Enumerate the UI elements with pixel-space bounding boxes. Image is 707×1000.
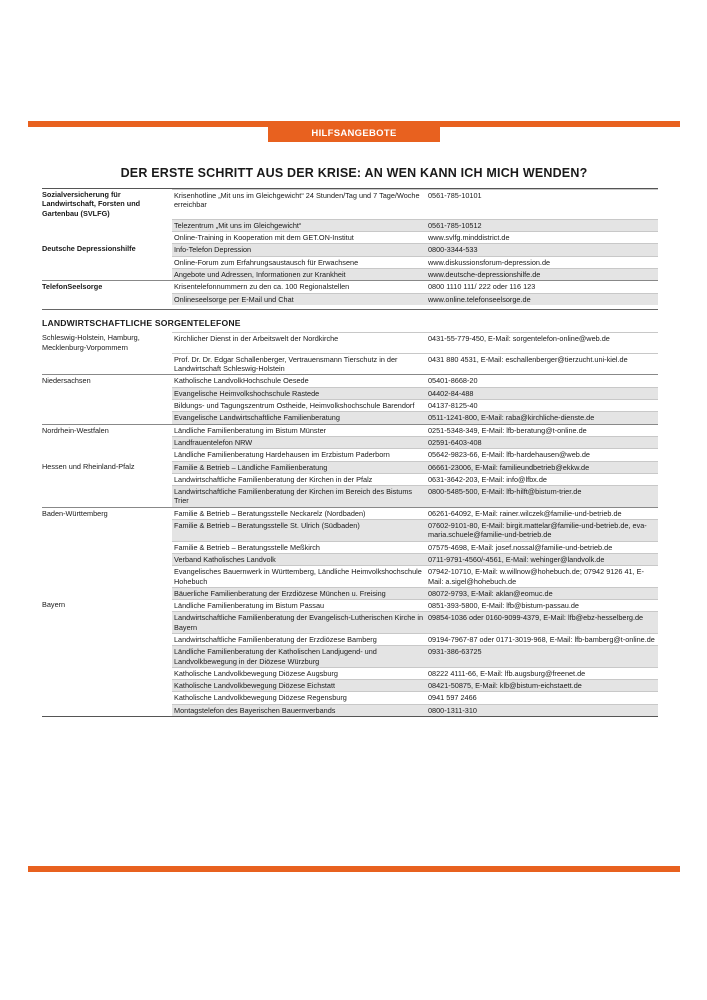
contact-cell: 0431-55-779-450, E-Mail: sorgentelefon-online@web.de bbox=[426, 332, 658, 353]
contact-cell: www.deutsche-depressionshilfe.de bbox=[426, 268, 658, 280]
offer-cell: Familie & Betrieb – Beratungsstelle Meßkirch bbox=[172, 541, 426, 553]
table-row bbox=[42, 448, 658, 460]
table-row bbox=[42, 611, 658, 633]
region-name bbox=[42, 611, 172, 633]
contact-cell: 05642-9823-66, E-Mail: lfb-hardehausen@web.de bbox=[426, 448, 658, 460]
section-title: LANDWIRTSCHAFTLICHE SORGENTELEFONE bbox=[42, 309, 658, 332]
organization-name: TelefonSeelsorge bbox=[42, 280, 172, 292]
contact-cell: 0631-3642-203, E-Mail: info@lfbx.de bbox=[426, 473, 658, 485]
regional-rows bbox=[42, 332, 658, 716]
region-name bbox=[42, 399, 172, 411]
contact-cell: 06261-64092, E-Mail: rainer.wilczek@familie-und-betrieb.de bbox=[426, 507, 658, 519]
contact-cell: 0800-3344-533 bbox=[426, 243, 658, 255]
table-row bbox=[42, 553, 658, 565]
region-name bbox=[42, 436, 172, 448]
table-row bbox=[42, 374, 658, 386]
region-name bbox=[42, 353, 172, 375]
region-name bbox=[42, 565, 172, 587]
offer-cell: Landwirtschaftliche Familienberatung der Kirchen in der Pfalz bbox=[172, 473, 426, 485]
general-rows bbox=[42, 189, 658, 305]
offer-cell: Evangelische Heimvolkshochschule Rastede bbox=[172, 387, 426, 399]
table-row bbox=[42, 387, 658, 399]
offer-cell: Ländliche Familienberatung im Bistum Passau bbox=[172, 599, 426, 611]
table-row bbox=[42, 565, 658, 587]
contact-cell: 0800 1110 111/ 222 oder 116 123 bbox=[426, 280, 658, 292]
bottom-orange-rule bbox=[28, 866, 680, 872]
offer-cell: Montagstelefon des Bayerischen Bauernverbands bbox=[172, 704, 426, 716]
offer-cell: Telezentrum „Mit uns im Gleichgewicht“ bbox=[172, 219, 426, 231]
region-name bbox=[42, 633, 172, 645]
region-name bbox=[42, 387, 172, 399]
offer-cell: Krisentelefonnummern zu den ca. 100 Regionalstellen bbox=[172, 280, 426, 292]
region-name bbox=[42, 448, 172, 460]
offer-cell: Landwirtschaftliche Familienberatung der Kirchen im Bereich des Bistums Trier bbox=[172, 485, 426, 507]
region-name bbox=[42, 411, 172, 423]
region-name: Schleswig-Holstein, Hamburg, Mecklenburg-Vorpommern bbox=[42, 333, 140, 352]
table-row bbox=[42, 461, 658, 473]
region-name: Niedersachsen bbox=[42, 374, 172, 386]
contact-cell: www.svlfg.minddistrict.de bbox=[426, 231, 658, 243]
table-row bbox=[42, 679, 658, 691]
offer-cell: Prof. Dr. Dr. Edgar Schallenberger, Vertrauensmann Tierschutz in der Landwirtschaft Schleswig-Holstein bbox=[172, 353, 426, 375]
region-name bbox=[42, 645, 172, 667]
contact-cell: 0251-5348-349, E-Mail: lfb-beratung@t-online.de bbox=[426, 424, 658, 436]
region-name bbox=[42, 553, 172, 565]
table-row bbox=[42, 219, 658, 231]
table-row bbox=[42, 485, 658, 507]
offer-cell: Verband Katholisches Landvolk bbox=[172, 553, 426, 565]
contact-cell: 0800-1311-310 bbox=[426, 704, 658, 716]
region-name bbox=[42, 691, 172, 703]
table-row bbox=[42, 189, 658, 219]
offer-cell: Katholische Landvolkbewegung Diözese Augsburg bbox=[172, 667, 426, 679]
table-row bbox=[42, 507, 658, 519]
contact-cell: 0851-393-5800, E-Mail: lfb@bistum-passau.de bbox=[426, 599, 658, 611]
table-row bbox=[42, 519, 658, 541]
page-title: DER ERSTE SCHRITT AUS DER KRISE: AN WEN KANN ICH MICH WENDEN? bbox=[120, 166, 588, 180]
section-banner: HILFSANGEBOTE bbox=[268, 126, 440, 142]
table-bottom-divider bbox=[42, 716, 658, 717]
region-name: Nordrhein-Westfalen bbox=[42, 424, 172, 436]
table-row bbox=[42, 399, 658, 411]
contact-cell: 08222 4111-66, E-Mail: lfb.augsburg@freenet.de bbox=[426, 667, 658, 679]
offer-cell: Katholische LandvolkHochschule Oesede bbox=[172, 374, 426, 386]
contact-cell: 07942-10710, E-Mail: w.willnow@hohebuch.de; 07942 9126 41, E-Mail: a.sigel@hohebuch.de bbox=[426, 565, 658, 587]
contact-cell: www.diskussionsforum-depression.de bbox=[426, 256, 658, 268]
table-row bbox=[42, 633, 658, 645]
contact-cell: 0431 880 4531, E-Mail: eschallenberger@tierzucht.uni-kiel.de bbox=[426, 353, 658, 375]
offer-cell: Bildungs- und Tagungszentrum Ostheide, Heimvolkshochschule Barendorf bbox=[172, 399, 426, 411]
offer-cell: Familie & Betrieb – Beratungsstelle Neckarelz (Nordbaden) bbox=[172, 507, 426, 519]
offer-cell: Onlineseelsorge per E-Mail und Chat bbox=[172, 293, 426, 305]
offer-cell: Landfrauentelefon NRW bbox=[172, 436, 426, 448]
contact-cell: 05401-8668-20 bbox=[426, 374, 658, 386]
organization-name: Sozialversicherung für Landwirtschaft, Forsten und Gartenbau (SVLFG) bbox=[42, 190, 141, 218]
contact-cell: 07575-4698, E-Mail: josef.nossal@familie-und-betrieb.de bbox=[426, 541, 658, 553]
region-name bbox=[42, 473, 172, 485]
contact-cell: 09194-7967-87 oder 0171-3019-968, E-Mail: lfb-bamberg@t-online.de bbox=[426, 633, 658, 645]
offer-cell: Ländliche Familienberatung der Katholischen Landjugend- und Landvolkbewegung in der Diözese Würzburg bbox=[172, 645, 426, 667]
offer-cell: Katholische Landvolkbewegung Diözese Regensburg bbox=[172, 691, 426, 703]
table-row bbox=[42, 645, 658, 667]
offer-cell: Online-Training in Kooperation mit dem GET.ON-Institut bbox=[172, 231, 426, 243]
region-name bbox=[42, 587, 172, 599]
table-row bbox=[42, 353, 658, 375]
contact-cell: 0561-785-10101 bbox=[426, 189, 658, 219]
table-row bbox=[42, 599, 658, 611]
organization-name bbox=[42, 293, 172, 305]
contact-cell: 0800-5485-500, E-Mail: lfb-hilft@bistum-trier.de bbox=[426, 485, 658, 507]
contact-cell: 09854-1036 oder 0160-9099-4379, E-Mail: lfb@ebz-hesselberg.de bbox=[426, 611, 658, 633]
contact-cell: 0941 597 2466 bbox=[426, 691, 658, 703]
contact-cell: www.online.telefonseelsorge.de bbox=[426, 293, 658, 305]
contact-cell: 07602-9101-80, E-Mail: birgit.mattelar@familie-und-betrieb.de, eva-maria.schuele@familie-und-betrieb.de bbox=[426, 519, 658, 541]
organization-name bbox=[42, 256, 172, 268]
contact-cell: 02591-6403-408 bbox=[426, 436, 658, 448]
contact-cell: 08421-50875, E-Mail: klb@bistum-eichstaett.de bbox=[426, 679, 658, 691]
offer-cell: Bäuerliche Familienberatung der Erzdiözese München u. Freising bbox=[172, 587, 426, 599]
region-name: Baden-Württemberg bbox=[42, 507, 172, 519]
offer-cell: Familie & Betrieb – Beratungsstelle St. Ulrich (Südbaden) bbox=[172, 519, 426, 541]
offer-cell: Landwirtschaftliche Familienberatung der Evangelisch-Lutherischen Kirche in Bayern bbox=[172, 611, 426, 633]
region-name: Hessen und Rheinland-Pfalz bbox=[42, 461, 135, 471]
offer-cell: Angebote und Adressen, Informationen zur Krankheit bbox=[172, 268, 426, 280]
table-row bbox=[42, 332, 658, 353]
table-row bbox=[42, 243, 658, 255]
offer-cell: Ländliche Familienberatung Hardehausen im Erzbistum Paderborn bbox=[172, 448, 426, 460]
region-name bbox=[42, 485, 172, 507]
table-row bbox=[42, 541, 658, 553]
offer-cell: Landwirtschaftliche Familienberatung der Erzdiözese Bamberg bbox=[172, 633, 426, 645]
table-row bbox=[42, 231, 658, 243]
contact-cell: 08072-9793, E-Mail: aklan@eomuc.de bbox=[426, 587, 658, 599]
region-name bbox=[42, 679, 172, 691]
contact-cell: 04137-8125-40 bbox=[426, 399, 658, 411]
region-name: Bayern bbox=[42, 600, 66, 610]
contact-cell: 0511-1241-800, E-Mail: raba@kirchliche-dienste.de bbox=[426, 411, 658, 423]
organization-name bbox=[42, 231, 172, 243]
table-row bbox=[42, 587, 658, 599]
offer-cell: Kirchlicher Dienst in der Arbeitswelt der Nordkirche bbox=[172, 332, 426, 353]
offer-cell: Krisenhotline „Mit uns im Gleichgewicht“ 24 Stunden/Tag und 7 Tage/Woche erreichbar bbox=[172, 189, 426, 219]
table-row bbox=[42, 411, 658, 423]
table-row bbox=[42, 667, 658, 679]
offer-cell: Evangelische Landwirtschaftliche Familienberatung bbox=[172, 411, 426, 423]
table-row bbox=[42, 436, 658, 448]
table-row bbox=[42, 280, 658, 292]
region-name bbox=[42, 704, 172, 716]
offer-cell: Familie & Betrieb – Ländliche Familienberatung bbox=[172, 461, 426, 473]
table-row bbox=[42, 424, 658, 436]
region-name bbox=[42, 541, 172, 553]
table-row bbox=[42, 704, 658, 716]
contact-cell: 0561-785-10512 bbox=[426, 219, 658, 231]
organization-name bbox=[42, 268, 172, 280]
offer-cell: Ländliche Familienberatung im Bistum Münster bbox=[172, 424, 426, 436]
help-table bbox=[42, 188, 658, 717]
table-row bbox=[42, 268, 658, 280]
offer-cell: Info-Telefon Depression bbox=[172, 243, 426, 255]
contact-cell: 04402-84-488 bbox=[426, 387, 658, 399]
organization-name bbox=[42, 219, 172, 231]
table-row bbox=[42, 691, 658, 703]
table-row bbox=[42, 256, 658, 268]
region-name bbox=[42, 667, 172, 679]
contact-cell: 0931-386-63725 bbox=[426, 645, 658, 667]
contact-cell: 06661-23006, E-Mail: familieundbetrieb@ekkw.de bbox=[426, 461, 658, 473]
organization-name: Deutsche Depressionshilfe bbox=[42, 244, 136, 254]
region-name bbox=[42, 519, 172, 541]
offer-cell: Katholische Landvolkbewegung Diözese Eichstatt bbox=[172, 679, 426, 691]
table-row bbox=[42, 293, 658, 305]
offer-cell: Evangelisches Bauernwerk in Württemberg, Ländliche Heimvolkshochschule Hohebuch bbox=[172, 565, 426, 587]
table-row bbox=[42, 473, 658, 485]
contact-cell: 0711-9791-4560/-4561, E-Mail: wehinger@landvolk.de bbox=[426, 553, 658, 565]
offer-cell: Online-Forum zum Erfahrungsaustausch für Erwachsene bbox=[172, 256, 426, 268]
